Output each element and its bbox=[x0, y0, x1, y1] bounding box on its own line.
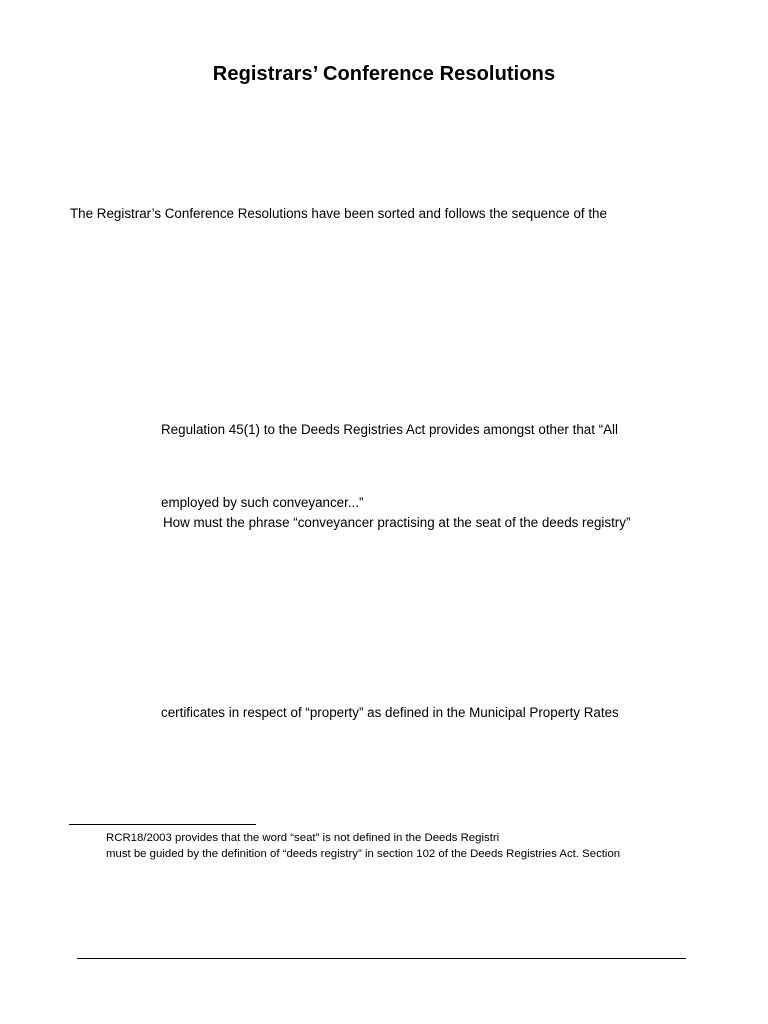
regulation-text-line-1: Regulation 45(1) to the Deeds Registries Act provides amongst other that “All bbox=[161, 422, 619, 437]
footnote-line-1: RCR18/2003 provides that the word “seat” is not defined in the Deeds Registri bbox=[106, 832, 500, 844]
footnote-line-2: must be guided by the definition of “deeds registry” in section 102 of the Deeds Registries Act. Section bbox=[106, 848, 621, 860]
intro-paragraph: The Registrar’s Conference Resolutions have been sorted and follows the sequence of the bbox=[70, 206, 607, 221]
document-title: Registrars’ Conference Resolutions bbox=[212, 63, 556, 85]
footnote-separator bbox=[69, 824, 256, 825]
certificates-text-line: certificates in respect of “property” as defined in the Municipal Property Rates bbox=[161, 705, 619, 720]
question-text-line: How must the phrase “conveyancer practising at the seat of the deeds registry” bbox=[163, 515, 631, 530]
page-bottom-rule bbox=[77, 958, 686, 959]
regulation-text-line-2: employed by such conveyancer...” bbox=[161, 495, 364, 510]
